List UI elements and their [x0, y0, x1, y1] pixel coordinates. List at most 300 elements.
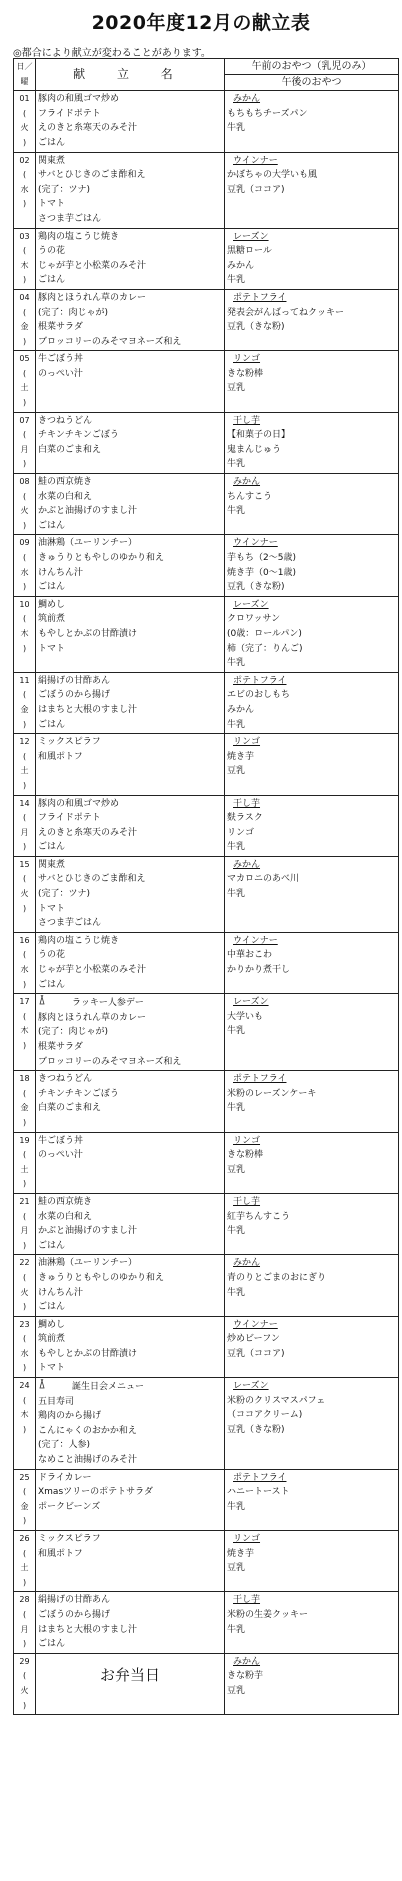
special-text: ラッキー人参デー	[72, 998, 144, 1009]
menu-item: (完了：肉じゃが)	[38, 307, 109, 318]
notice-text: ◎都合により献立が変わることがあります。	[13, 48, 211, 59]
menu-item: 豚肉とほうれん草のカレー	[38, 292, 147, 303]
special-text: 誕生日会メニュー	[72, 1382, 145, 1393]
morning-snack	[227, 536, 396, 551]
menu-cell	[36, 474, 225, 535]
menu-item: 白菜のごま和え	[38, 1103, 102, 1114]
morning-snack-text: リンゴ	[233, 1534, 261, 1544]
date-cell	[14, 856, 36, 932]
date-spacer: (	[22, 1609, 27, 1619]
day-of-week: 火	[20, 1287, 29, 1297]
morning-snack	[227, 995, 396, 1010]
menu-cell	[36, 1193, 225, 1254]
date-spacer: (	[22, 430, 27, 440]
menu-cell	[36, 1316, 225, 1377]
menu-item: (完了：肉じゃが)	[38, 1027, 109, 1038]
date-cell	[14, 1531, 36, 1592]
table-row	[14, 795, 399, 856]
morning-snack	[227, 352, 396, 367]
day-number: 10	[19, 599, 30, 609]
table-row	[14, 1255, 399, 1316]
date-spacer: )	[22, 582, 27, 592]
date-column-header: 日／曜	[14, 59, 36, 91]
morning-snack	[227, 1655, 396, 1670]
afternoon-snack-item: (0歳：ロールパン)	[227, 628, 302, 639]
menu-cell	[36, 1531, 225, 1592]
afternoon-snack-item: 牛乳	[227, 719, 246, 730]
menu-item: 和風ポトフ	[38, 1548, 83, 1559]
day-of-week: 火	[20, 123, 29, 133]
date-spacer: )	[22, 1179, 27, 1189]
afternoon-snack-item: 牛乳	[227, 1287, 246, 1298]
menu-item: さつま芋ごはん	[38, 213, 102, 224]
menu-item: 鯛めし	[38, 1319, 66, 1330]
menu-cell	[36, 1071, 225, 1132]
date-spacer: (	[22, 1395, 27, 1405]
menu-cell	[36, 91, 225, 152]
menu-cell	[36, 289, 225, 350]
afternoon-snack-item: 豆乳（きな粉)	[227, 1424, 285, 1435]
day-number: 29	[19, 1656, 30, 1666]
morning-snack	[227, 291, 396, 306]
menu-item: 五目寿司	[38, 1396, 75, 1407]
day-number: 24	[19, 1381, 30, 1391]
menu-item: きつねうどん	[38, 1074, 93, 1085]
afternoon-snack-item: 牛乳	[227, 889, 246, 900]
afternoon-snack-item: 中華おこわ	[227, 950, 273, 961]
date-cell	[14, 994, 36, 1071]
date-spacer: )	[22, 275, 27, 285]
afternoon-snack-item: クロワッサン	[227, 614, 281, 625]
afternoon-snack-item: 牛乳	[227, 1103, 246, 1114]
snack-cell	[225, 1653, 399, 1714]
table-row	[14, 474, 399, 535]
afternoon-snack-item: リンゴ	[227, 827, 255, 838]
date-cell	[14, 351, 36, 412]
day-of-week: 水	[20, 184, 29, 194]
afternoon-snack-item: 牛乳	[227, 1501, 246, 1512]
menu-item: はまちと大根のすまし汁	[38, 1624, 138, 1635]
date-spacer: )	[22, 979, 27, 989]
date-cell	[14, 228, 36, 289]
afternoon-snack-item: きな粉棒	[227, 1150, 264, 1161]
day-of-week: 土	[20, 1563, 29, 1573]
special-menu-label	[38, 995, 222, 1011]
date-spacer: (	[22, 1088, 27, 1098]
afternoon-snack-item: 紅芋ちんすこう	[227, 1211, 291, 1222]
date-spacer: )	[22, 1363, 27, 1373]
menu-item: 鶏肉の塩こうじ焼き	[38, 935, 120, 946]
morning-snack-text: ポテトフライ	[233, 1074, 287, 1085]
menu-item: ブロッコリーのみそマヨネーズ和え	[38, 1056, 182, 1067]
day-of-week: 火	[20, 1685, 29, 1695]
menu-item: サバとひじきのごま酢和え	[38, 170, 146, 181]
date-cell	[14, 1132, 36, 1193]
afternoon-snack-item: 豆乳	[227, 766, 246, 777]
morning-snack	[227, 1379, 396, 1394]
morning-snack-text: ウインナー	[233, 155, 278, 166]
menu-item: うの花	[38, 950, 66, 961]
date-cell	[14, 1071, 36, 1132]
menu-cell	[36, 795, 225, 856]
table-row	[14, 535, 399, 596]
date-spacer: (	[22, 170, 27, 180]
afternoon-snack-item: 牛乳	[227, 1624, 246, 1635]
date-spacer: )	[22, 1424, 27, 1434]
day-of-week: 月	[20, 1624, 29, 1634]
menu-item: 水菜の白和え	[38, 1211, 93, 1222]
date-spacer: (	[22, 1211, 27, 1221]
date-cell	[14, 474, 36, 535]
table-row	[14, 228, 399, 289]
date-spacer: (	[22, 1334, 27, 1344]
morning-snack-text: 干し芋	[233, 1196, 261, 1207]
morning-snack	[227, 154, 396, 169]
date-spacer: )	[22, 520, 27, 530]
afternoon-snack-item: （ココアクリーム)	[227, 1410, 303, 1421]
date-spacer: )	[22, 1041, 27, 1050]
menu-item: ごはん	[38, 719, 66, 730]
morning-snack-text: ウインナー	[233, 935, 278, 946]
menu-cell	[36, 672, 225, 733]
table-row	[14, 1316, 399, 1377]
morning-snack-text: レーズン	[233, 231, 269, 242]
table-row	[14, 596, 399, 672]
snack-cell	[225, 1378, 399, 1470]
afternoon-snack-item: 青のりとごまのおにぎり	[227, 1272, 327, 1283]
table-row	[14, 351, 399, 412]
menu-item: もやしとかぶの甘酢漬け	[38, 1348, 138, 1359]
menu-item: フライドポテト	[38, 813, 101, 824]
morning-snack	[227, 858, 396, 873]
date-spacer: (	[22, 1548, 27, 1558]
snack-cell	[225, 1132, 399, 1193]
menu-item: ミックスピラフ	[38, 737, 101, 748]
menu-item: きゅうりともやしのゆかり和え	[38, 553, 165, 563]
snack-cell	[225, 1592, 399, 1653]
morning-snack-text: ポテトフライ	[233, 675, 287, 686]
snack-column-header	[225, 59, 399, 91]
snack-cell	[225, 994, 399, 1071]
date-spacer: )	[22, 903, 27, 913]
day-of-week: 火	[20, 506, 29, 516]
afternoon-snack-item: 炒めビーフン	[227, 1334, 280, 1345]
date-cell	[14, 596, 36, 672]
day-of-week: 金	[20, 1103, 29, 1113]
afternoon-snack-item: 豆乳	[227, 1563, 246, 1574]
menu-item: トマト	[38, 903, 66, 914]
afternoon-snack-item: 豆乳	[227, 1164, 246, 1175]
day-number: 07	[19, 415, 30, 425]
afternoon-snack-item: 麩ラスク	[227, 813, 263, 824]
menu-item: 白菜のごま和え	[38, 444, 102, 455]
afternoon-snack-item: ハニートースト	[227, 1487, 290, 1498]
morning-snack	[227, 598, 396, 613]
afternoon-snack-item: 芋もち（2〜5歳)	[227, 553, 296, 563]
day-number: 01	[19, 94, 30, 104]
day-of-week: 土	[20, 1164, 29, 1174]
date-spacer: )	[22, 780, 27, 790]
afternoon-snack-item: 大学いも	[227, 1011, 264, 1022]
menu-item: きゅうりともやしのゆかり和え	[38, 1272, 165, 1283]
date-spacer: (	[22, 874, 27, 884]
afternoon-snack-item: 焼き芋（0〜1歳)	[227, 567, 296, 578]
menu-cell	[36, 535, 225, 596]
snack-cell	[225, 1531, 399, 1592]
table-header-row	[14, 59, 399, 91]
date-spacer: )	[22, 1240, 27, 1250]
day-number: 03	[19, 231, 30, 241]
day-number: 16	[19, 935, 30, 945]
afternoon-snack-item: 焼き芋	[227, 751, 255, 762]
menu-item: かぶと油揚げのすまし汁	[38, 506, 138, 517]
snack-cell	[225, 1469, 399, 1530]
date-cell	[14, 289, 36, 350]
afternoon-snack-item: 鬼まんじゅう	[227, 444, 282, 455]
day-number: 19	[19, 1135, 30, 1145]
afternoon-snack-item: エビのおしもち	[227, 690, 291, 701]
menu-item: 油淋鶏（ユーリンチー）	[38, 1258, 138, 1269]
afternoon-snack-item: 米粉のレーズンケーキ	[227, 1088, 317, 1099]
menu-item: 筑前煮	[38, 1334, 66, 1345]
menu-item: 関東煮	[38, 859, 66, 870]
afternoon-snack-item: 牛乳	[227, 658, 246, 669]
date-cell	[14, 412, 36, 473]
morning-snack-text: ポテトフライ	[233, 1472, 287, 1483]
morning-snack-text: みかん	[233, 1656, 261, 1667]
afternoon-snack-item: 豆乳	[227, 383, 246, 394]
morning-snack-text: 干し芋	[233, 1595, 261, 1606]
day-number: 05	[19, 354, 30, 364]
day-number: 08	[19, 477, 30, 487]
menu-item: ドライカレー	[38, 1472, 92, 1483]
menu-item: ごはん	[38, 1302, 66, 1313]
menu-item: うの花	[38, 246, 66, 257]
snack-cell	[225, 289, 399, 350]
table-row	[14, 1592, 399, 1653]
menu-item: えのきと糸寒天のみそ汁	[38, 827, 138, 838]
menu-cell	[36, 596, 225, 672]
snack-cell	[225, 351, 399, 412]
date-spacer: )	[22, 1639, 27, 1649]
afternoon-snack-item: 牛乳	[227, 506, 246, 517]
afternoon-snack-item: マカロニのあべ川	[227, 874, 300, 885]
menu-item: なめこと油揚げのみそ汁	[38, 1455, 138, 1466]
morning-snack	[227, 230, 396, 245]
date-spacer: (	[22, 1487, 27, 1497]
date-spacer: (	[22, 950, 27, 960]
date-cell	[14, 734, 36, 795]
date-spacer: (	[22, 368, 27, 378]
day-number: 02	[19, 155, 30, 165]
snack-cell	[225, 474, 399, 535]
snack-cell	[225, 1193, 399, 1254]
menu-item: ごぼうのから揚げ	[38, 690, 111, 701]
date-cell	[14, 1316, 36, 1377]
morning-snack	[227, 92, 396, 107]
table-row	[14, 1378, 399, 1470]
snack-cell	[225, 734, 399, 795]
date-spacer: )	[22, 1516, 27, 1526]
menu-cell	[36, 734, 225, 795]
snack-cell	[225, 1255, 399, 1316]
menu-item: えのきと糸寒天のみそ汁	[38, 123, 138, 134]
day-number: 09	[19, 538, 30, 548]
menu-item: ブロッコリーのみそマヨネーズ和え	[38, 336, 182, 347]
day-number: 17	[19, 997, 30, 1007]
day-of-week: 金	[20, 322, 29, 332]
afternoon-snack-item: かぼちゃの大学いも風	[227, 170, 318, 181]
date-spacer: )	[22, 842, 27, 852]
date-spacer: (	[22, 108, 27, 118]
date-spacer: (	[22, 1671, 27, 1681]
menu-item: ごはん	[38, 520, 66, 531]
menu-cell	[36, 1653, 225, 1714]
day-of-week: 火	[20, 889, 29, 899]
afternoon-snack-item: きな粉芋	[227, 1671, 264, 1682]
date-spacer: )	[22, 1700, 27, 1710]
snack-cell	[225, 535, 399, 596]
date-cell	[14, 1193, 36, 1254]
carrot-icon	[38, 1379, 46, 1389]
date-spacer: (	[22, 246, 27, 256]
menu-item: 豚肉とほうれん草のカレー	[38, 1012, 147, 1023]
day-of-week: 木	[20, 1410, 29, 1420]
day-number: 14	[19, 798, 30, 808]
morning-snack	[227, 735, 396, 750]
menu-table	[13, 58, 399, 1715]
afternoon-snack-item: ちんすこう	[227, 491, 273, 502]
afternoon-snack-item: 【和菓子の日】	[227, 430, 291, 441]
menu-cell	[36, 152, 225, 228]
menu-item: 牛ごぼう丼	[38, 1135, 84, 1146]
menu-item: ごはん	[38, 979, 66, 990]
morning-snack-text: ポテトフライ	[233, 292, 287, 303]
menu-cell	[36, 932, 225, 993]
date-spacer: )	[22, 398, 27, 408]
menu-item: 鯛めし	[38, 599, 66, 610]
afternoon-snack-item: 豆乳（ココア)	[227, 184, 285, 195]
menu-item: トマト	[38, 199, 66, 210]
carrot-icon	[38, 995, 46, 1005]
menu-item: 鮭の西京焼き	[38, 1196, 93, 1207]
table-row	[14, 1531, 399, 1592]
date-cell	[14, 672, 36, 733]
snack-cell	[225, 856, 399, 932]
menu-item: ごはん	[38, 275, 66, 286]
morning-snack	[227, 1532, 396, 1547]
table-row	[14, 1193, 399, 1254]
menu-cell	[36, 1469, 225, 1530]
day-number: 28	[19, 1595, 30, 1605]
menu-item: (完了：ツナ)	[38, 184, 91, 195]
afternoon-snack-item: 柿（完了：りんご)	[227, 643, 303, 654]
morning-snack	[227, 1593, 396, 1608]
table-row	[14, 932, 399, 993]
menu-item: けんちん汁	[38, 567, 84, 578]
table-row	[14, 91, 399, 152]
morning-snack	[227, 674, 396, 689]
afternoon-snack-item: みかん	[227, 704, 255, 715]
page-title: 2020年度12月の献立表	[91, 12, 311, 34]
table-row	[14, 152, 399, 228]
date-spacer: (	[22, 751, 27, 761]
menu-cell	[36, 856, 225, 932]
snack-cell	[225, 795, 399, 856]
date-spacer: )	[22, 137, 27, 147]
morning-snack	[227, 1256, 396, 1271]
afternoon-snack-item: 黒糖ロール	[227, 246, 272, 257]
morning-snack-text: レーズン	[233, 997, 269, 1008]
menu-item: トマト	[38, 643, 66, 654]
morning-snack-text: リンゴ	[233, 1135, 261, 1146]
afternoon-snack-item: きな粉棒	[227, 368, 264, 379]
menu-item: (完了：人参)	[38, 1440, 91, 1451]
afternoon-snack-item: 牛乳	[227, 842, 246, 853]
day-number: 26	[19, 1534, 30, 1543]
snack-cell	[225, 228, 399, 289]
morning-snack-text: リンゴ	[233, 354, 261, 365]
menu-item: さつま芋ごはん	[38, 918, 102, 929]
menu-item: 根菜サラダ	[38, 322, 83, 333]
menu-item: ポークビーンズ	[38, 1501, 101, 1512]
date-spacer: (	[22, 1272, 27, 1282]
date-cell	[14, 152, 36, 228]
table-row	[14, 1653, 399, 1714]
table-row	[14, 1132, 399, 1193]
menu-item: ごはん	[38, 1240, 66, 1251]
afternoon-snack-item: 焼き芋	[227, 1548, 255, 1559]
date-spacer: (	[22, 553, 27, 562]
menu-item: 鶏肉の塩こうじ焼き	[38, 231, 120, 242]
menu-item: 水菜の白和え	[38, 491, 93, 502]
afternoon-snack-item: 牛乳	[227, 1026, 246, 1037]
menu-item: チキンチキンごぼう	[38, 1088, 119, 1099]
table-row	[14, 289, 399, 350]
day-number: 15	[19, 859, 30, 869]
menu-item: のっぺい汁	[38, 1150, 83, 1161]
menu-item: じゃが芋と小松菜のみそ汁	[38, 965, 147, 976]
morning-snack	[227, 1072, 396, 1087]
day-of-week: 土	[20, 766, 29, 776]
menu-item: 筑前煮	[38, 614, 66, 625]
date-spacer: (	[22, 690, 27, 700]
day-of-week: 水	[20, 567, 29, 577]
menu-item: 絹揚げの甘酢あん	[38, 1595, 111, 1606]
morning-snack	[227, 934, 396, 949]
day-of-week: 木	[20, 260, 29, 270]
morning-snack-header: 午前のおやつ（乳児のみ）	[251, 61, 372, 72]
menu-item: もやしとかぶの甘酢漬け	[38, 628, 138, 639]
afternoon-snack-item: 米粉の生姜クッキー	[227, 1609, 309, 1620]
morning-snack	[227, 797, 396, 812]
menu-item: じゃが芋と小松菜のみそ汁	[38, 260, 147, 271]
afternoon-snack-item: もちもちチーズパン	[227, 108, 308, 119]
menu-item: かぶと油揚げのすまし汁	[38, 1226, 138, 1237]
day-number: 21	[19, 1196, 30, 1206]
menu-cell	[36, 228, 225, 289]
morning-snack-text: 干し芋	[233, 798, 261, 809]
menu-item: 根菜サラダ	[38, 1042, 83, 1052]
date-cell	[14, 1469, 36, 1530]
morning-snack	[227, 1134, 396, 1149]
day-of-week: 水	[20, 965, 29, 975]
date-spacer: (	[22, 813, 27, 823]
afternoon-snack-item: 牛乳	[227, 275, 246, 286]
snack-cell	[225, 1071, 399, 1132]
afternoon-snack-item: 牛乳	[227, 1226, 246, 1237]
table-row	[14, 1469, 399, 1530]
